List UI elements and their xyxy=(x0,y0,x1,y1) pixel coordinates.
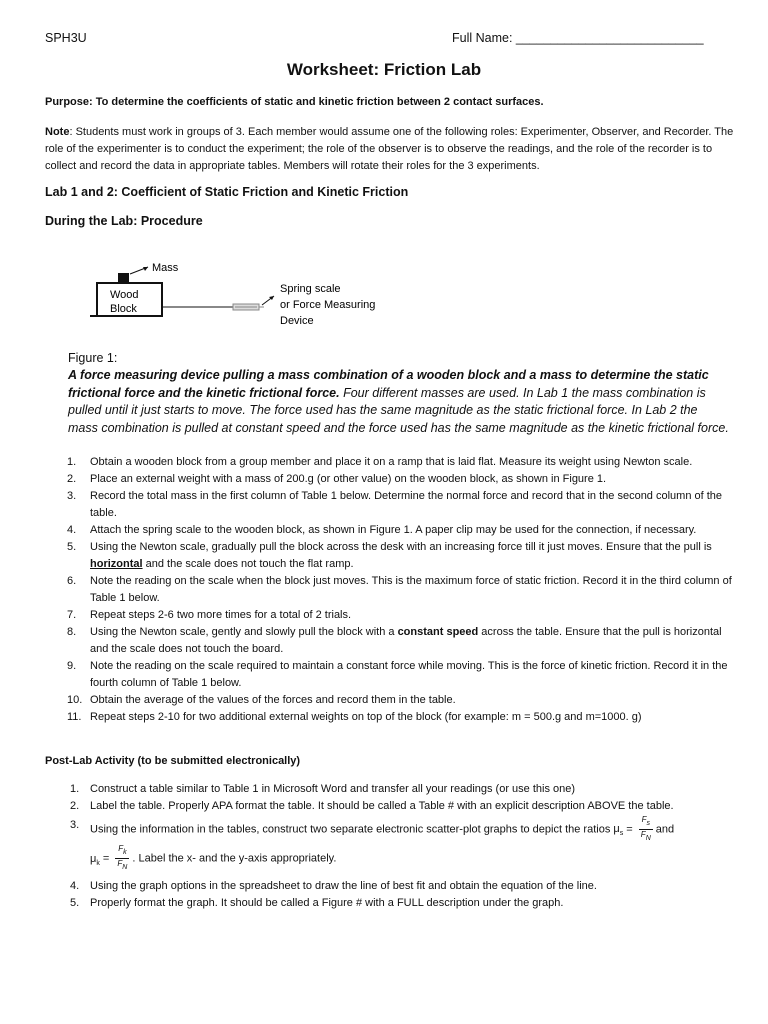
step-emphasis: constant speed xyxy=(397,626,479,638)
step-text: Note the reading on the scale when the block just moves. This is the maximum force of static friction. Record it in the third column of Table 1 below. xyxy=(90,575,732,604)
procedure-step xyxy=(45,624,735,658)
diagram-mass-label: Mass xyxy=(152,262,179,274)
note-text: : Students must work in groups of 3. Each member would assume one of the following roles: Experimenter, Observer, and Recorder. The role of the experimenter is to conduct the experiment; the role of the observer is to observe the readings, and the role of the recorder is to collect and record the data in appropriate tables. Members will rotate their roles for the 3 experiments. xyxy=(45,126,734,172)
step-number: 9. xyxy=(67,660,77,672)
post-lab-heading: Post-Lab Activity (to be submitted electronically) xyxy=(45,755,301,767)
mu-s-symbol: $\mu_s$ xyxy=(613,823,624,838)
step-number: 10. xyxy=(67,694,83,706)
note-paragraph xyxy=(45,124,735,175)
procedure-step xyxy=(45,471,735,488)
procedure-step xyxy=(45,522,735,539)
ratio-fk-fn: $\frac{Fk}{FN}$ xyxy=(117,844,128,872)
figure-label: Figure 1: xyxy=(68,351,118,365)
procedure-step xyxy=(45,539,735,573)
step-text: Attach the spring scale to the wooden block, as shown in Figure 1. A paper clip may be used for the connection, if necessary. xyxy=(90,524,697,536)
item-number: 5. xyxy=(70,896,80,909)
full-name-field: Full Name: ___________________________ xyxy=(452,31,704,45)
step-number: 5. xyxy=(67,541,77,553)
procedure-step xyxy=(45,692,735,709)
course-code: SPH3U xyxy=(45,31,87,45)
step-text: Repeat steps 2-10 for two additional external weights on top of the block (for example: m = 500.g and m=1000. g) xyxy=(90,711,642,723)
post-lab-item xyxy=(45,815,735,874)
step-number: 11. xyxy=(67,711,82,723)
item-text: . Label the x- and the y-axis appropriately. xyxy=(132,852,337,865)
equals-sign: = xyxy=(626,823,633,836)
step-number: 6. xyxy=(67,575,77,587)
item-text: Using the information in the tables, construct two separate electronic scatter-plot graphs to depict the ratios xyxy=(90,823,611,836)
purpose-statement: Purpose: To determine the coefficients of static and kinetic friction between 2 contact surfaces. xyxy=(45,96,544,108)
mu-k-symbol: $\mu_k$ xyxy=(90,852,100,867)
figure-1-diagram xyxy=(90,258,410,330)
post-lab-item xyxy=(45,781,735,798)
item-text: Properly format the graph. It should be called a Figure # with a FULL description under the graph. xyxy=(90,896,564,909)
step-number: 3. xyxy=(67,490,77,502)
item-number: 3. xyxy=(70,819,80,831)
step-text: Using the Newton scale, gradually pull the block across the desk with an increasing force till it just moves. Ensure that the pull is xyxy=(90,541,712,553)
step-number: 2. xyxy=(67,473,77,485)
post-lab-item xyxy=(45,798,735,815)
item-text: Using the graph options in the spreadsheet to draw the line of best fit and obtain the equation of the line. xyxy=(90,879,597,892)
note-label: Note xyxy=(45,126,70,138)
step-text: Repeat steps 2-6 two more times for a total of 2 trials. xyxy=(90,609,352,621)
item-number: 4. xyxy=(70,879,80,892)
figure-caption-text: Four different masses are used. In Lab 1 the mass combination is pulled until it just starts to move. The force used has the same magnitude as the static frictional force. In Lab 2 the mass combination is pulled at constant speed and the force used has the same magnitude as the kinetic frictional force. xyxy=(68,385,729,435)
post-lab-items xyxy=(45,781,735,912)
scale-label-line2: or Force Measuring xyxy=(280,299,376,311)
ratio-fs-fn: $\frac{Fs}{FN}$ xyxy=(640,815,651,842)
step-text: and the scale does not touch the flat ramp. xyxy=(142,558,354,570)
step-number: 4. xyxy=(67,524,77,536)
item-number: 2. xyxy=(70,800,80,812)
step-text: Obtain a wooden block from a group member and place it on a ramp that is laid flat. Measure its weight using Newton scale. xyxy=(90,456,693,468)
figure-caption-bold: A force measuring device pulling a mass combination of a wooden block and a mass to determine the static frictional force and the kinetic frictional force. xyxy=(68,368,709,400)
procedure-step xyxy=(45,454,735,471)
procedure-step xyxy=(45,658,735,692)
equals-sign: = xyxy=(102,852,110,865)
step-number: 8. xyxy=(67,626,77,638)
step-text: Obtain the average of the values of the forces and record them in the table. xyxy=(90,694,456,706)
scale-label-line3: Device xyxy=(280,315,314,327)
lab-section-heading: Lab 1 and 2: Coefficient of Static Friction and Kinetic Friction xyxy=(45,185,409,199)
item-text: Label the table. Properly APA format the table. It should be called a Table # with an explicit description ABOVE the table. xyxy=(90,800,674,812)
procedure-step xyxy=(45,573,735,607)
step-text: Using the Newton scale, gently and slowly pull the block with a xyxy=(90,626,398,638)
block-label-line1: Wood xyxy=(110,289,139,301)
block-label-line2: Block xyxy=(110,303,137,315)
step-emphasis: horizontal xyxy=(90,558,143,570)
step-text: Place an external weight with a mass of 200.g (or other value) on the wooden block, as shown in Figure 1. xyxy=(90,473,607,485)
step-text: across the table. Ensure that the pull is horizontal and the scale does not touch the board. xyxy=(90,626,722,655)
step-number: 7. xyxy=(67,609,77,621)
procedure-heading: During the Lab: Procedure xyxy=(45,214,203,228)
procedure-step xyxy=(45,607,735,624)
figure-caption xyxy=(68,367,730,437)
step-text: Record the total mass in the first column of Table 1 below. Determine the normal force and record that in the second column of the table. xyxy=(90,490,723,519)
and-word: and xyxy=(655,823,675,836)
procedure-step xyxy=(45,709,735,726)
item-number: 1. xyxy=(70,783,80,795)
post-lab-item xyxy=(45,895,735,912)
page-title: Worksheet: Friction Lab xyxy=(286,60,482,79)
step-number: 1. xyxy=(67,456,77,468)
mass-block xyxy=(118,273,129,283)
scale-label-line1: Spring scale xyxy=(280,283,341,295)
step-text: Note the reading on the scale required to maintain a constant force while moving. This is the force of kinetic friction. Record it in the fourth column of Table 1 below. xyxy=(90,660,728,689)
post-lab-item xyxy=(45,878,735,895)
item-text: Construct a table similar to Table 1 in Microsoft Word and transfer all your readings (or use this one) xyxy=(90,783,576,795)
procedure-steps xyxy=(45,454,735,726)
procedure-step xyxy=(45,488,735,522)
